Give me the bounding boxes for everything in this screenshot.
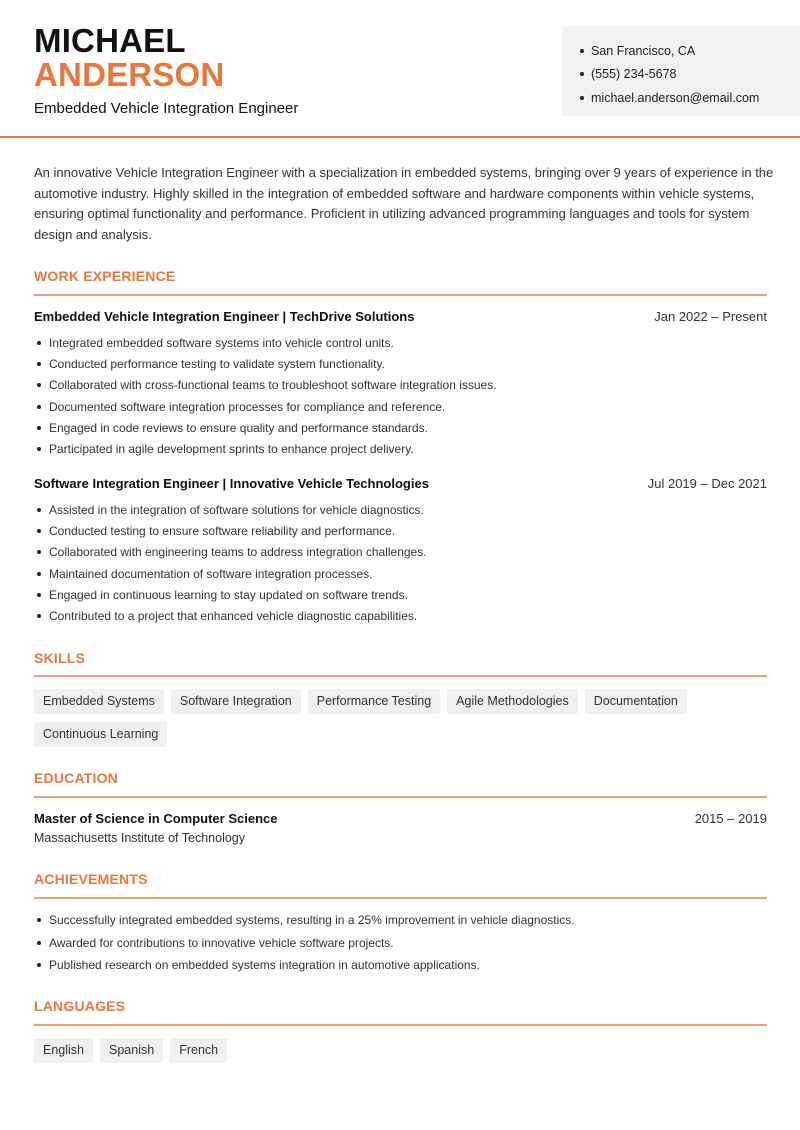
bullet-icon xyxy=(37,550,41,554)
list-item: Documented software integration processes for compliance and reference. xyxy=(34,396,767,417)
languages-list xyxy=(34,1038,767,1063)
bullet-icon xyxy=(37,572,41,576)
job-2-header xyxy=(34,476,767,491)
resume-header xyxy=(0,0,800,138)
bullet-icon xyxy=(580,96,584,100)
education-school: Massachusetts Institute of Technology xyxy=(34,831,245,845)
contact-email[interactable]: michael.anderson@email.com xyxy=(580,86,800,110)
bullet-icon xyxy=(37,447,41,451)
skill-tag: Software Integration xyxy=(171,689,301,714)
job-title: Embedded Vehicle Integration Engineer xyxy=(34,100,299,117)
language-tag: Spanish xyxy=(100,1038,163,1063)
candidate-name xyxy=(34,24,224,92)
bullet-icon xyxy=(37,362,41,366)
job-1-role: Embedded Vehicle Integration Engineer | TechDrive Solutions xyxy=(34,309,415,324)
list-item: Engaged in continuous learning to stay updated on software trends. xyxy=(34,584,767,605)
list-item: Collaborated with engineering teams to address integration challenges. xyxy=(34,542,767,563)
section-title-achievements: ACHIEVEMENTS xyxy=(34,871,148,887)
list-item: Contributed to a project that enhanced vehicle diagnostic capabilities. xyxy=(34,605,767,626)
achievements-list xyxy=(34,909,767,977)
education-dates: 2015 – 2019 xyxy=(694,811,767,826)
language-tag: English xyxy=(34,1038,93,1063)
section-divider xyxy=(34,294,767,296)
section-divider xyxy=(34,1024,767,1026)
bullet-icon xyxy=(37,426,41,430)
job-2-role: Software Integration Engineer | Innovative Vehicle Technologies xyxy=(34,476,429,491)
list-item: Participated in agile development sprints to enhance project delivery. xyxy=(34,438,767,459)
education-header xyxy=(34,811,767,826)
section-divider xyxy=(34,897,767,899)
skill-tag: Documentation xyxy=(585,689,687,714)
list-item: Engaged in code reviews to ensure quality and performance standards. xyxy=(34,417,767,438)
job-1-header xyxy=(34,309,767,324)
contact-location: San Francisco, CA xyxy=(580,39,800,63)
bullet-icon xyxy=(37,405,41,409)
list-item: Integrated embedded software systems into vehicle control units. xyxy=(34,332,767,353)
section-title-education: EDUCATION xyxy=(34,770,118,786)
bullet-icon xyxy=(37,508,41,512)
skill-tag: Embedded Systems xyxy=(34,689,164,714)
language-tag: French xyxy=(170,1038,227,1063)
list-item: Collaborated with cross-functional teams to troubleshoot software integration issues. xyxy=(34,375,767,396)
section-divider xyxy=(34,675,767,677)
list-item: Conducted performance testing to validate system functionality. xyxy=(34,353,767,374)
summary-paragraph: An innovative Vehicle Integration Engineer with a specialization in embedded systems, bringing over 9 years of experience in the automotive industry. Highly skilled in the integration of embedded software and hardware components within vehicle systems, ensuring optimal functionality and performance. Proficient in utilizing advanced programming languages and tools for system design and analysis. xyxy=(34,165,774,243)
bullet-icon xyxy=(37,383,41,387)
skill-tag: Continuous Learning xyxy=(34,722,167,747)
last-name: ANDERSON xyxy=(34,56,225,93)
section-title-work: WORK EXPERIENCE xyxy=(34,268,176,284)
section-divider xyxy=(34,796,767,798)
contact-phone: (555) 234-5678 xyxy=(580,63,800,87)
bullet-icon xyxy=(37,918,41,922)
bullet-icon xyxy=(37,529,41,533)
job-1-dates: Jan 2022 – Present xyxy=(654,309,767,324)
contact-box xyxy=(562,26,800,116)
bullet-icon xyxy=(37,941,41,945)
bullet-icon xyxy=(37,341,41,345)
bullet-icon xyxy=(37,614,41,618)
bullet-icon xyxy=(37,963,41,967)
job-2-dates: Jul 2019 – Dec 2021 xyxy=(647,476,767,491)
list-item: Successfully integrated embedded systems, resulting in a 25% improvement in vehicle diagnostics. xyxy=(34,909,767,932)
job-1-bullets xyxy=(34,332,767,460)
list-item: Assisted in the integration of software solutions for vehicle diagnostics. xyxy=(34,499,767,520)
job-2-bullets xyxy=(34,499,767,627)
list-item: Awarded for contributions to innovative vehicle software projects. xyxy=(34,932,767,955)
list-item: Published research on embedded systems integration in automotive applications. xyxy=(34,954,767,977)
bullet-icon xyxy=(37,593,41,597)
section-title-languages: LANGUAGES xyxy=(34,998,126,1014)
list-item: Maintained documentation of software integration processes. xyxy=(34,563,767,584)
list-item: Conducted testing to ensure software reliability and performance. xyxy=(34,520,767,541)
skill-tag: Agile Methodologies xyxy=(447,689,578,714)
education-degree: Master of Science in Computer Science xyxy=(34,811,278,826)
first-name: MICHAEL xyxy=(34,22,186,59)
bullet-icon xyxy=(580,49,584,53)
section-title-skills: SKILLS xyxy=(34,650,85,666)
bullet-icon xyxy=(580,72,584,76)
skills-list xyxy=(34,689,767,747)
skill-tag: Performance Testing xyxy=(308,689,440,714)
